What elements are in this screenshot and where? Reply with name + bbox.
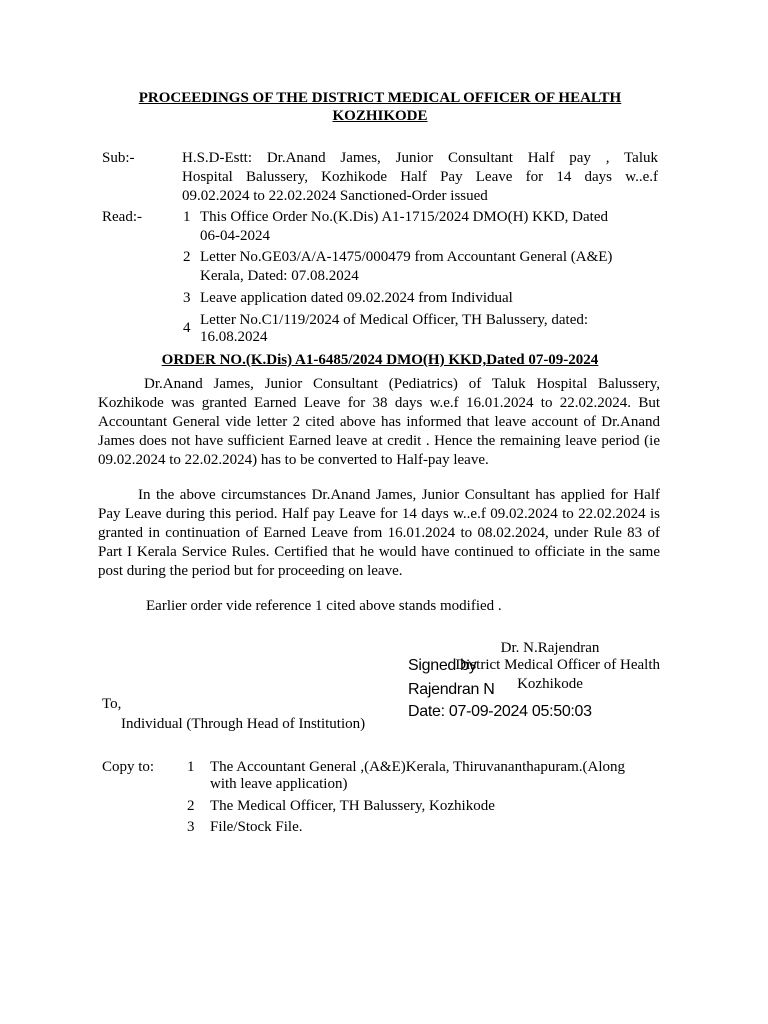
order-paragraph-3: Earlier order vide reference 1 cited above stands modified . [146, 598, 502, 614]
read-item-line: 06-04-2024 [200, 228, 270, 244]
copy-item-line: The Accountant General ,(A&E)Kerala, Thiruvananthapuram.(Along [210, 759, 625, 775]
order-paragraph-1: Dr.Anand James, Junior Consultant (Pediatrics) of Taluk Hospital Balussery, Kozhikode was granted Earned Leave for 38 days w.e.f 16.01.2024 to 22.02.2024. But Accountant General vide letter 2 cited above has informed that leave account of Dr.Anand James does not have sufficient Earned leave at credit . Hence the remaining leave period (ie 09.02.2024 to 22.02.2024) has to be converted to Half-pay leave. [98, 376, 660, 468]
copy-item-number: 1 [187, 759, 195, 775]
read-item-4 [200, 311, 660, 347]
copy-to-label: Copy to: [102, 759, 155, 775]
read-item-line: Letter No.C1/119/2024 of Medical Officer, TH Balussery, dated: [200, 312, 589, 328]
read-item-line: 16.08.2024 [200, 329, 268, 345]
order-number: ORDER NO.(K.Dis) A1-6485/2024 DMO(H) KKD,Dated 07-09-2024 [161, 352, 599, 368]
copy-item-line: with leave application) [210, 776, 348, 792]
copy-item-number: 3 [187, 819, 195, 835]
read-item-3 [200, 289, 660, 308]
to-label: To, [102, 696, 122, 712]
read-item-line: Leave application dated 09.02.2024 from Individual [200, 290, 513, 306]
read-item-number: 2 [183, 249, 191, 265]
signatory-place: Kozhikode [517, 676, 583, 692]
copy-item-2: The Medical Officer, TH Balussery, Kozhikode [210, 798, 495, 814]
signatory-designation: District Medical Officer of Health [455, 657, 660, 673]
signed-by-label: Signed by [408, 657, 477, 674]
read-item-line: This Office Order No.(K.Dis) A1-1715/2024 DMO(H) KKD, Dated [200, 209, 608, 225]
copy-item-3: File/Stock File. [210, 819, 303, 835]
title-line-2: KOZHIKODE [332, 108, 428, 124]
subject-line-2: Hospital Balussery, Kozhikode Half Pay Leave for 14 days w..e.f [182, 169, 658, 185]
subject-line-3: 09.02.2024 to 22.02.2024 Sanctioned-Order issued [182, 188, 488, 204]
subject-line-1: H.S.D-Estt: Dr.Anand James, Junior Consultant Half pay , Taluk [182, 150, 658, 166]
read-item-number: 1 [183, 209, 191, 225]
read-item-number: 3 [183, 290, 191, 306]
to-recipient: Individual (Through Head of Institution) [121, 716, 366, 732]
title-line-1: PROCEEDINGS OF THE DISTRICT MEDICAL OFFICER OF HEALTH [138, 90, 622, 106]
digital-signature [408, 656, 592, 722]
read-item-2 [200, 248, 660, 286]
order-paragraph-2: In the above circumstances Dr.Anand James, Junior Consultant has applied for Half Pay Leave during this period. Half pay Leave for 14 days w..e.f 09.02.2024 to 22.02.2024 is granted in continuation of Earned Leave from 16.01.2024 to 08.02.2024, under Rule 83 of Part I Kerala Service Rules. Certified that he would have continued to officiate in the same post during the period but for proceeding on leave. [98, 487, 660, 579]
read-label: Read:- [102, 209, 142, 225]
signature-date: Date: 07-09-2024 05:50:03 [408, 703, 592, 720]
document-title [100, 89, 660, 125]
signer-name: Rajendran N [408, 681, 495, 698]
subject-text [182, 149, 658, 206]
copy-item-number: 2 [187, 798, 195, 814]
read-item-line: Kerala, Dated: 07.08.2024 [200, 268, 359, 284]
read-item-number: 4 [183, 320, 191, 336]
copy-item-1 [210, 758, 662, 794]
read-item-line: Letter No.GE03/A/A-1475/000479 from Accountant General (A&E) [200, 249, 613, 265]
read-item-1 [200, 208, 660, 246]
subject-label: Sub:- [102, 150, 135, 166]
signatory-name: Dr. N.Rajendran [500, 640, 600, 656]
